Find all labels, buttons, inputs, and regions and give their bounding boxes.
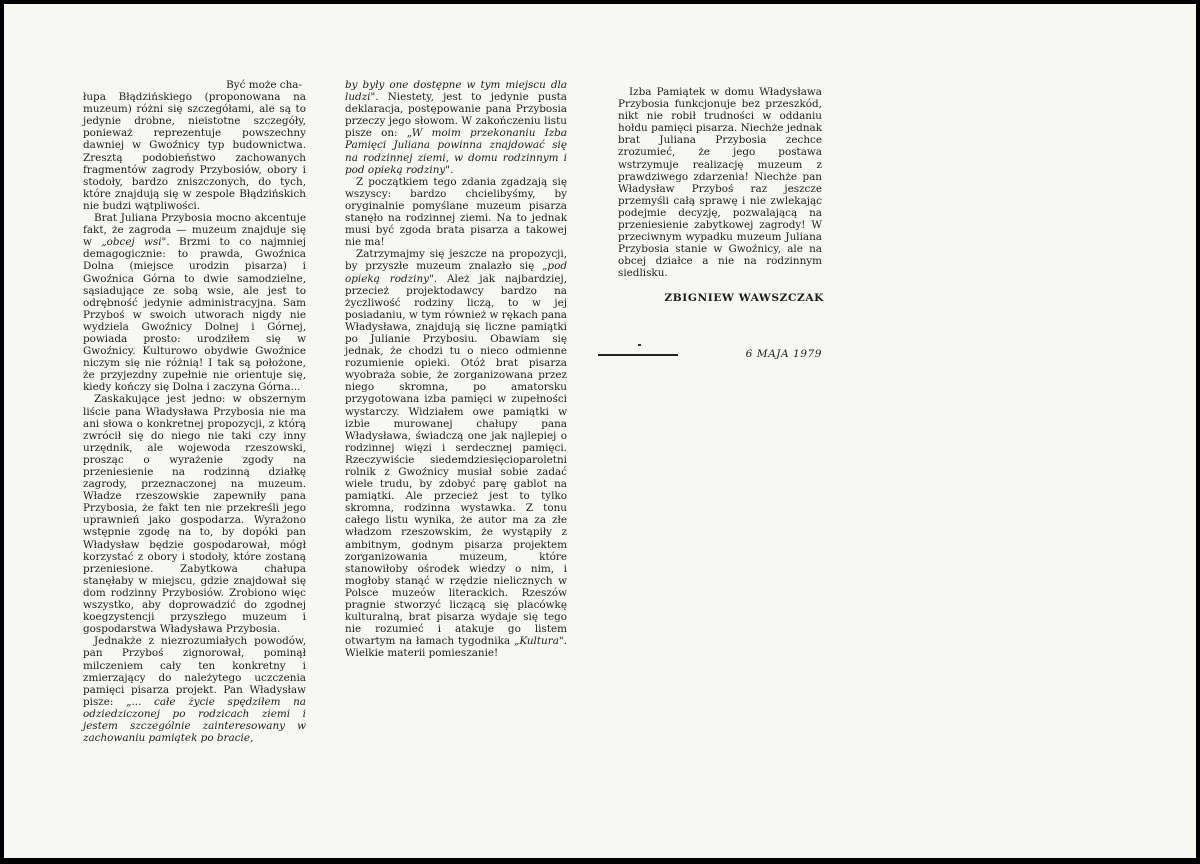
paragraph: Izba Pamiątek w domu Władysława Przybosia funkcjonuje bez przeszkód, nikt nie robił trudności w oddaniu hołdu pamięci pisarza. Niechże jednak brat Juliana Przybosia zechce zrozumieć, że jego postawa wstrzymuje realizację muzeum z prawdziwego zdarzenia! Niechże pan Władysław Przyboś raz jeszcze przemyśli całą sprawę i nie zwlekając podejmie decyzję, pozwalającą na przeniesienie zabytkowej zagrody! W przeciwnym wypadku muzeum Juliana Przybosia stanie w Gwoźnicy, ale na obcej działce a nie na rodzinnym siedlisku. [618, 86, 822, 280]
paragraph: Zatrzymajmy się jeszcze na propozycji, by przyszłe muzeum znalazło się „pod opieką rodziny". Ależ jak najbardziej, przecież projektodawcy bardzo na życzliwość rodziny liczą, to w jej posiadaniu, w tym również w rękach pana Władysława, znajdują się liczne pamiątki po Julianie Przybosiu. Obawiam się jednak, że chodzi tu o nieco odmienne rozumienie opieki. Otóż brat pisarza wyobraża sobie, że zorganizowana przez niego skromna, po amatorsku przygotowana izba pamięci w zupełności wystarczy. Widziałem owe pamiątki w izbie murowanej chałupy pana Władysława, świadczą one jak najlepiej o rodzinnej więzi i serdecznej pamięci. Rzeczywiście siedemdziesięcioparoletni rolnik z Gwoźnicy musiał sobie zadać wiele trudu, by zdobyć parę gablot na pamiątki. Ale przecież jest to tylko skromna, rodzinna wystawka. Z tonu całego listu wynika, że autor ma za złe władzom rzeszowskim, że wystąpiły z ambitnym, godnym pisarza projektem zorganizowania muzeum, które stanowiłoby ośrodek wiedzy o nim, i mogłoby stanąć w rzędzie nielicznych w Polsce muzeów literackich. Rzeszów pragnie stworzyć liczącą się placówkę kulturalną, brat pisarza wydaje się tego nie rozumieć i atakuje go listem otwartym na łamach tygodnika „Kultura". Wielkie materii pomieszanie! [345, 248, 568, 660]
scan-border [0, 858, 1200, 864]
newspaper-page [4, 4, 1196, 858]
author-signature: ZBIGNIEW WAWSZCZAK [664, 292, 824, 304]
divider-mark [638, 344, 641, 346]
article-date: 6 MAJA 1979 [745, 348, 822, 360]
paragraph: Jednakże z niezrozumiałych powodów, pan Przyboś zignorował, pominął milczeniem cały ten konkretny i zmierzający do należytego uczczenia pamięci pisarza projekt. Pan Władysław pisze: „... całe życie spędziłem na odziedziczonej po rodzicach ziemi i jestem szczególnie zainteresowany w zachowaniu pamiątek po bracie, [83, 635, 307, 745]
quote: by były one dostępne w tym miejscu dla ludzi" [345, 79, 567, 104]
paragraph: by były one dostępne w tym miejscu dla ludzi". Niestety, jest to jedynie pusta deklaracja, postępowanie pana Przybosia przeczy jego słowom. W zakończeniu listu pisze on: „W moim przekonaniu Izba Pamięci Juliana powinna znajdować się na rodzinnej ziemi, w domu rodzinnym i pod opieką rodziny". [345, 79, 567, 176]
paragraph: Brat Juliana Przybosia mocno akcentuje fakt, że zagroda — muzeum znajduje się w „obcej wsi". Brzmi to co najmniej demagogicznie: to prawda, Gwoźnica Dolna (miejsce urodzin pisarza) i Gwoźnica Górna to dwie samodzielne, sąsiadujące ze sobą wsie, ale jest to odrębność jedynie administracyjna. Sam Przyboś w swoich utworach nigdy nie wydziela Gwoźnicy Dolnej i Górnej, powiada prosto: urodziłem się w Gwoźnicy. Kulturowo obydwie Gwoźnice niczym się nie różnią! I tak są położone, że przyjezdny zupełnie nie orientuje się, kiedy kończy się Dolna i zaczyna Górna... [83, 212, 306, 394]
quote: „... całe życie spędziłem na odziedziczonej po rodzicach ziemi i jestem szczególnie zainteresowany w zachowaniu pamiątek po bracie, [83, 695, 307, 745]
paragraph: Z początkiem tego zdania zgadzają się wszyscy: bardzo chcielibyśmy, by oryginalnie pomyślane muzeum pisarza stanęło na rodzinnej ziemi. Na to jednak musi być zgoda brata pisarza a takowej nie ma! [345, 175, 567, 249]
quote: „Kultura" [513, 635, 564, 648]
text-column-1 [83, 79, 306, 744]
text-column-3 [618, 86, 822, 280]
text-column-2 [345, 79, 567, 660]
paragraph: Być może cha- łupa Błądzińskiego (proponowana na muzeum) różni się szczegółami, ale są to jedynie drobne, nieistotne szczegóły, ponieważ reprezentuje powszechny dawniej w Gwoźnicy typ budownictwa. Zresztą podobieństwo zachowanych fragmentów zagrody Przybosiów, obory i stodoły, bardzo zniszczonych, do tych, które znajdują się w zespole Błądzińskich nie budzi wątpliwości. [83, 79, 306, 212]
quote: „pod opieką rodziny" [345, 260, 567, 285]
divider-rule [598, 354, 678, 356]
paragraph: Zaskakujące jest jedno: w obszernym liście pana Władysława Przybosia nie ma ani słowa o konkretnej propozycji, z którą zwrócił się do niego nie taki czy inny urzędnik, ale wojewoda rzeszowski, prosząc o wyrażenie zgody na przeniesienie na rodzinną działkę zagrody, przeznaczonej na muzeum. Władze rzeszowskie zapewniły pana Przybosia, że fakt ten nie przekreśli jego uprawnień jako gospodarza. Wyrażono wstępnie zgodę na to, by dopóki pan Władysław będzie gospodarował, mógł korzystać z obory i stodoły, które zostaną przeniesione. Zabytkowa chałupa stanęłaby w miejscu, gdzie znajdował się dom rodzinny Przybosiów. Zrobiono więc wszystko, aby doprowadzić do zgodnej koegzystencji przyszłego muzeum i gospodarstwa Władysława Przybosia. [83, 393, 306, 636]
quote: „obcej wsi" [101, 236, 167, 249]
quote: „W moim przekonaniu Izba Pamięci Juliana powinna znajdować się na rodzinnej ziemi, w domu rodzinnym i pod opieką rodziny" [345, 127, 567, 176]
